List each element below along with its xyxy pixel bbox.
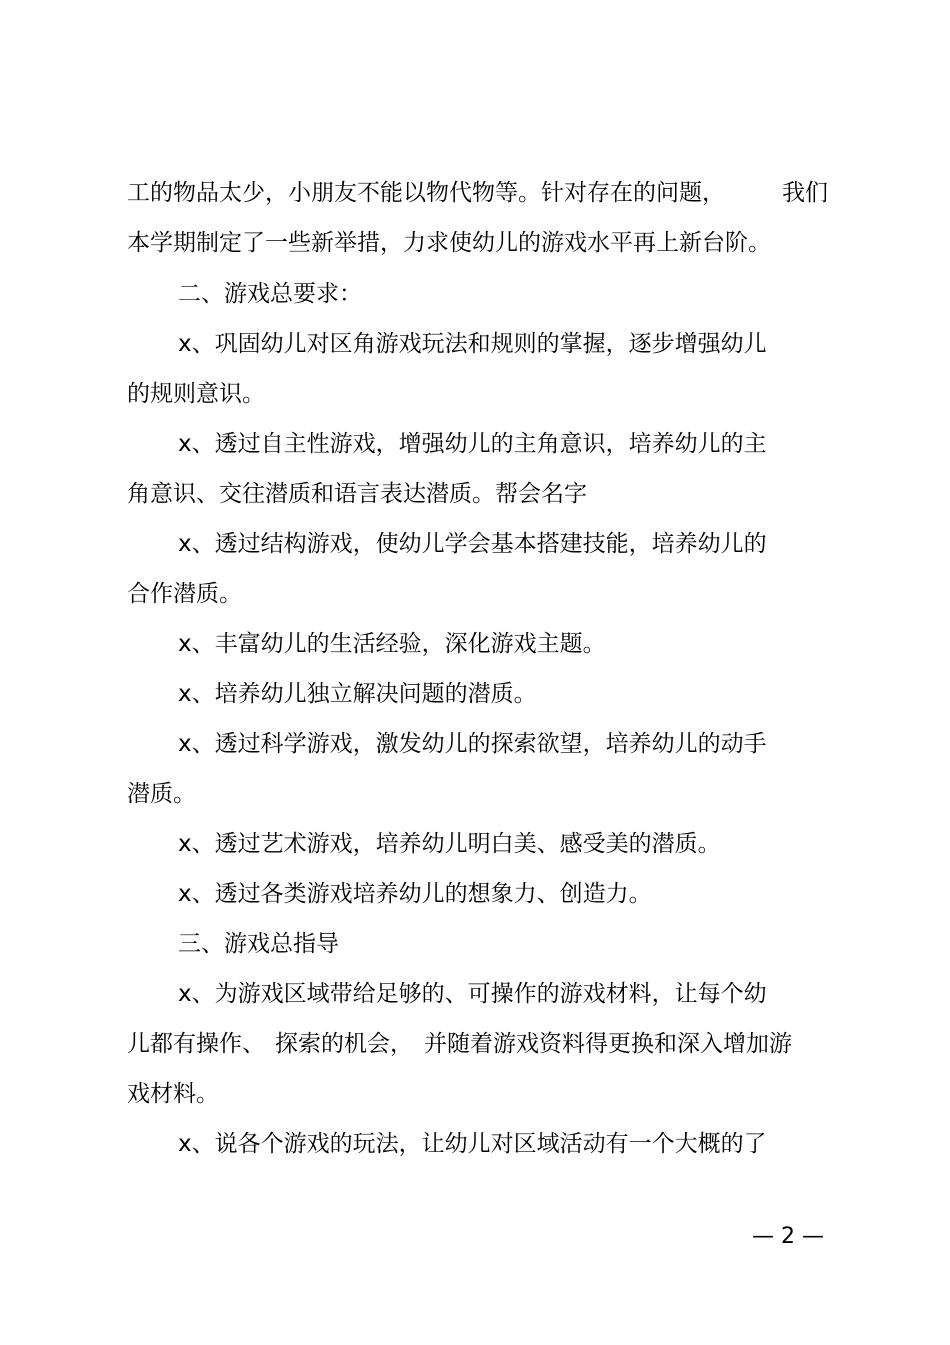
text-line: 角意识、交往潜质和语言表达潜质。帮会名字	[127, 481, 587, 507]
text-line: 并随着游戏资料得更换和深入增加游	[424, 1031, 792, 1057]
text-line: 探索的机会，	[275, 1031, 413, 1057]
text-line: x、透过艺术游戏，培养幼儿明白美、感受美的潜质。	[178, 831, 721, 857]
text-line: x、丰富幼儿的生活经验，深化游戏主题。	[178, 631, 606, 657]
text-line: 合作潜质。	[127, 581, 242, 607]
section-heading: 三、游戏总指导	[178, 931, 339, 957]
text-line: x、透过各类游戏培养幼儿的想象力、创造力。	[178, 881, 652, 907]
text-line: 戏材料。	[127, 1081, 219, 1107]
text-line: x、透过自主性游戏，增强幼儿的主角意识，培养幼儿的主	[178, 431, 767, 457]
text-line: x、透过科学游戏，激发幼儿的探索欲望，培养幼儿的动手	[178, 731, 767, 757]
text-line: 潜质。	[127, 781, 196, 807]
page-number: — 2 —	[752, 1224, 824, 1249]
text-line: x、透过结构游戏，使幼儿学会基本搭建技能，培养幼儿的	[178, 531, 767, 557]
text-line: x、巩固幼儿对区角游戏玩法和规则的掌握，逐步增强幼儿	[178, 331, 767, 357]
text-line: 本学期制定了一些新举措，力求使幼儿的游戏水平再上新台阶。	[127, 230, 771, 256]
text-line: 儿都有操作、	[127, 1031, 265, 1057]
text-line: 我们	[782, 180, 828, 206]
section-heading: 二、游戏总要求：	[178, 281, 362, 307]
text-line: 的规则意识。	[127, 381, 265, 407]
text-line: x、为游戏区域带给足够的、可操作的游戏材料，让每个幼	[178, 981, 767, 1007]
text-line: x、说各个游戏的玩法，让幼儿对区域活动有一个大概的了	[178, 1131, 767, 1157]
text-line: x、培养幼儿独立解决问题的潜质。	[178, 681, 537, 707]
text-line: 工的物品太少，小朋友不能以物代物等。针对存在的问题，	[127, 180, 725, 206]
